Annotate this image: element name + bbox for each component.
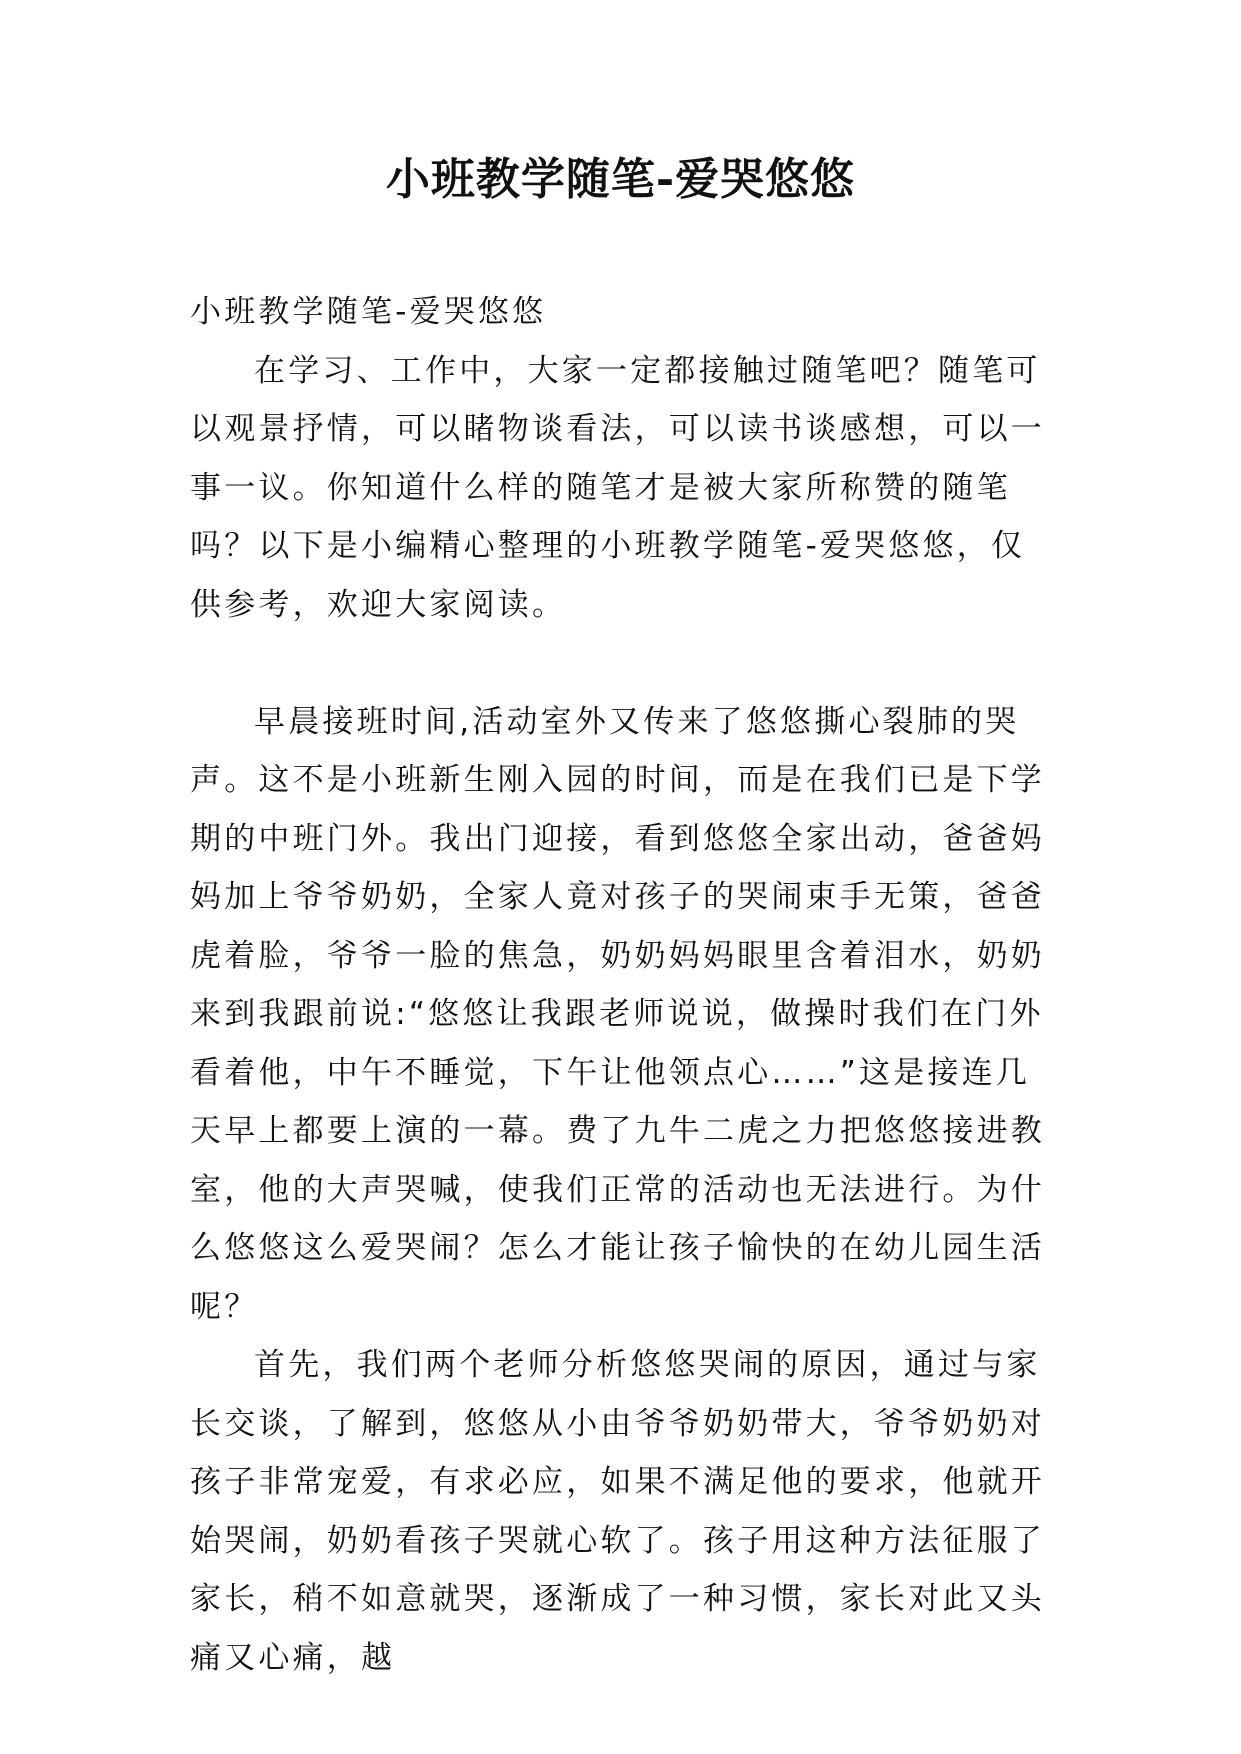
analysis-paragraph: 首先，我们两个老师分析悠悠哭闹的原因，通过与家长交谈，了解到，悠悠从小由爷爷奶奶带大，爷爷奶奶对孩子非常宠爱，有求必应，如果不满足他的要求，他就开始哭闹，奶奶看孩子哭就心软了。孩子用这种方法征服了家长，稍不如意就哭，逐渐成了一种习惯，家长对此又头痛又心痛，越 [190,1347,1045,1676]
story-paragraph: 早晨接班时间,活动室外又传来了悠悠撕心裂肺的哭声。这不是小班新生刚入园的时间，而是在我们已是下学期的中班门外。我出门迎接，看到悠悠全家出动，爸爸妈妈加上爷爷奶奶，全家人竟对孩子的哭闹束手无策，爸爸虎着脸，爷爷一脸的焦急，奶奶妈妈眼里含着泪水，奶奶来到我跟前说:“悠悠让我跟老师说说，做操时我们在门外看着他，中午不睡觉，下午让他领点心……”这是接连几天早上都要上演的一幕。费了九牛二虎之力把悠悠接进教室，他的大声哭喊，使我们正常的活动也无法进行。为什么悠悠这么爱哭闹？怎么才能让孩子愉快的在幼儿园生活呢？ [190,703,1045,1325]
document-subtitle: 小班教学随笔-爱哭悠悠 [190,294,547,330]
paragraph-spacer [190,634,1056,693]
document-title: 小班教学随笔-爱哭悠悠 [385,154,856,205]
intro-paragraph: 在学习、工作中，大家一定都接触过随笔吧？随笔可以观景抒情，可以睹物谈看法，可以读书谈感想，可以一事一议。你知道什么样的随笔才是被大家所称赞的随笔吗？以下是小编精心整理的小班教学随笔-爱哭悠悠，仅供参考，欢迎大家阅读。 [190,352,1045,623]
document-body [190,283,1056,1687]
